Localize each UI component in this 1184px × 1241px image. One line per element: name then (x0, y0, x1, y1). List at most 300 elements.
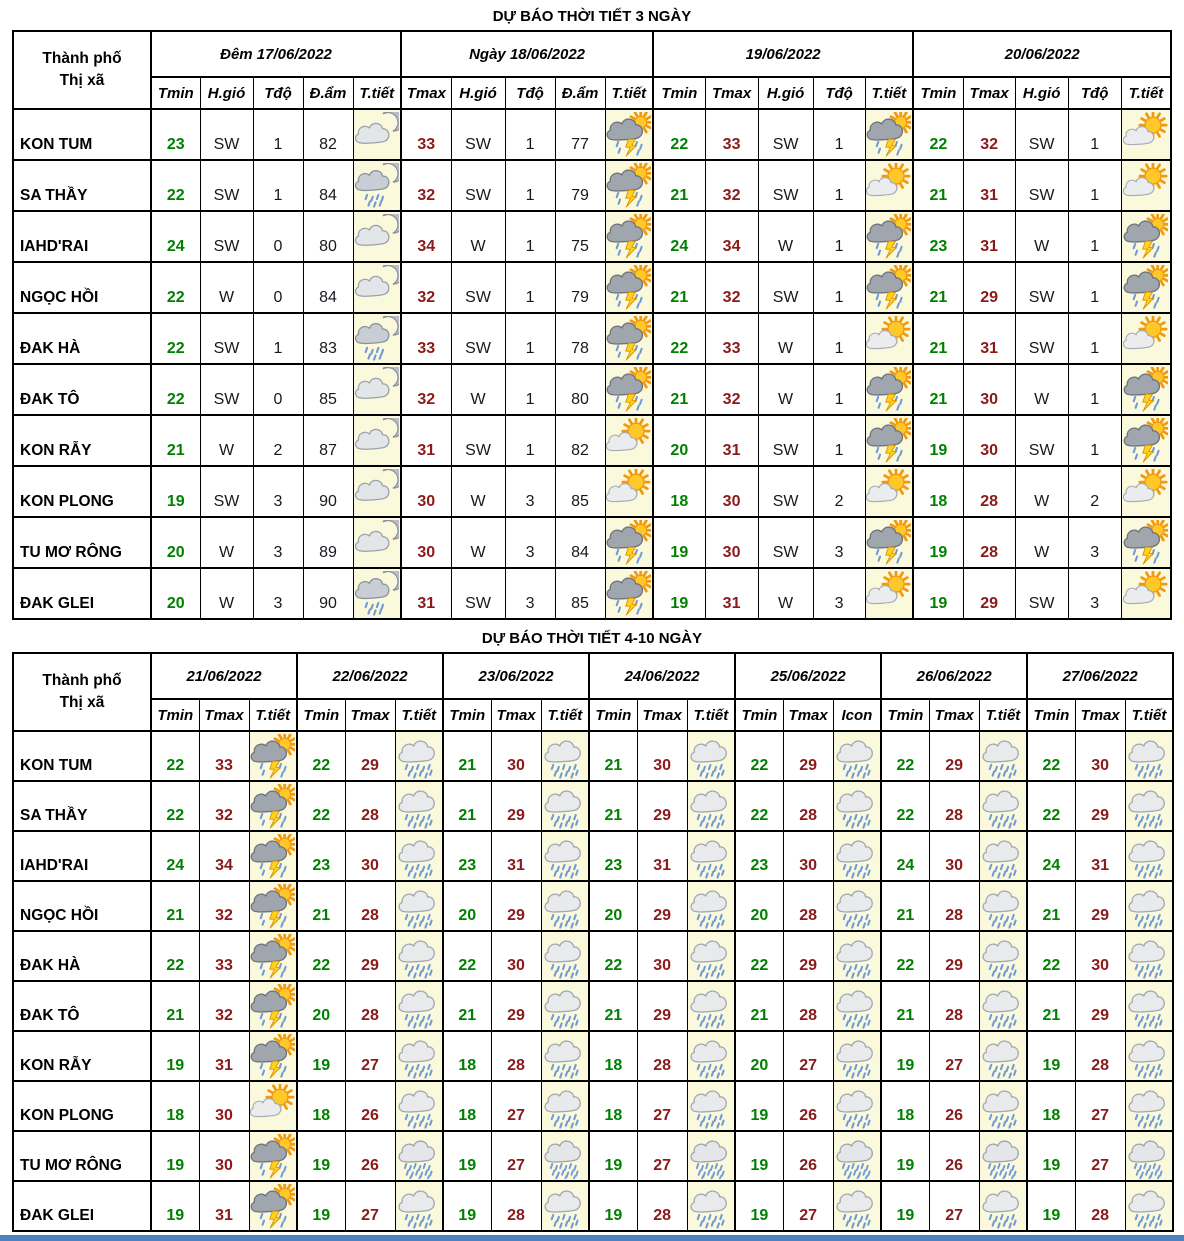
tmax-value: 29 (1075, 981, 1125, 1031)
sun-cloud-icon (250, 1084, 295, 1129)
tmin-value: 21 (1027, 881, 1075, 931)
rain-heavy-icon (980, 1134, 1025, 1179)
wind-level: 1 (505, 415, 555, 466)
table-body (13, 731, 1173, 1231)
wind-direction: W (758, 568, 813, 619)
rain-icon (688, 1084, 733, 1129)
weather-icon-cell (541, 881, 589, 931)
tmin-value: 21 (881, 881, 929, 931)
column-header: Tmax (401, 77, 451, 109)
humidity-value: 84 (303, 262, 353, 313)
humidity-value: 85 (555, 568, 605, 619)
tmax-value: 29 (637, 781, 687, 831)
weather-icon-cell (833, 1031, 881, 1081)
weather-icon-cell (687, 1081, 735, 1131)
weather-icon-cell (249, 931, 297, 981)
tmin-value: 21 (443, 981, 491, 1031)
wind-level: 1 (505, 211, 555, 262)
tmax-value: 30 (199, 1131, 249, 1181)
tmax-value: 29 (345, 731, 395, 781)
weather-icon-cell (865, 517, 913, 568)
tmax-value: 27 (637, 1081, 687, 1131)
rain-icon (834, 1034, 879, 1079)
tmax-value: 30 (705, 517, 758, 568)
wind-direction: W (451, 364, 505, 415)
column-header: Tmax (345, 699, 395, 731)
wind-direction: W (200, 568, 253, 619)
column-header: Tmax (1075, 699, 1125, 731)
weather-icon-cell (833, 1181, 881, 1231)
weather-icon-cell (1125, 831, 1173, 881)
rain-heavy-icon (834, 1134, 879, 1179)
tmin-value: 21 (589, 981, 637, 1031)
wind-direction: SW (451, 160, 505, 211)
tmin-value: 21 (297, 881, 345, 931)
humidity-value: 89 (303, 517, 353, 568)
tmin-value: 22 (653, 109, 705, 160)
tmax-value: 29 (929, 731, 979, 781)
forecast-3day-title: DỰ BÁO THỜI TIẾT 3 NGÀY (492, 8, 692, 25)
sun-cloud-icon (1123, 112, 1168, 157)
weather-icon-cell (833, 881, 881, 931)
weather-icon-cell (979, 931, 1027, 981)
tmin-value: 20 (443, 881, 491, 931)
wind-level: 0 (253, 262, 303, 313)
tmin-value: 22 (881, 931, 929, 981)
wind-direction: SW (758, 160, 813, 211)
tmax-value: 28 (491, 1031, 541, 1081)
wind-direction: W (1015, 517, 1068, 568)
header-group-row (13, 31, 1171, 77)
weather-icon-cell (395, 1031, 443, 1081)
column-header: H.gió (200, 77, 253, 109)
tmax-value: 29 (963, 568, 1015, 619)
weather-icon-cell (605, 211, 653, 262)
tmax-value: 26 (345, 1131, 395, 1181)
rain-icon (688, 734, 733, 779)
tmax-value: 30 (1075, 731, 1125, 781)
tmax-value: 33 (705, 109, 758, 160)
tmin-value: 20 (653, 415, 705, 466)
wind-direction: SW (200, 364, 253, 415)
weather-icon-cell (979, 781, 1027, 831)
rain-icon (542, 1084, 587, 1129)
weather-icon-cell (541, 931, 589, 981)
wind-level: 3 (1068, 517, 1121, 568)
date-group-header: 25/06/2022 (735, 653, 881, 699)
city-name: KON PLONG (13, 1081, 151, 1131)
wind-direction: SW (1015, 415, 1068, 466)
weather-icon-cell (395, 931, 443, 981)
tmax-value: 28 (345, 881, 395, 931)
forecast-3day-table (12, 30, 1172, 620)
rain-icon (834, 1184, 879, 1229)
sun-cloud-icon (1123, 571, 1168, 616)
tmax-value: 28 (783, 881, 833, 931)
tmin-value: 19 (913, 568, 963, 619)
weather-icon-cell (541, 981, 589, 1031)
humidity-value: 77 (555, 109, 605, 160)
weather-icon-cell (865, 364, 913, 415)
tmax-value: 31 (963, 160, 1015, 211)
rain-heavy-icon (396, 1134, 441, 1179)
city-name: TU MƠ RÔNG (13, 1131, 151, 1181)
tmin-value: 23 (297, 831, 345, 881)
storm-sun-icon (250, 1134, 295, 1179)
weather-icon-cell (1121, 262, 1171, 313)
weather-icon-cell (687, 1131, 735, 1181)
tmax-value: 29 (637, 881, 687, 931)
weather-icon-cell (395, 831, 443, 881)
tmax-value: 31 (401, 415, 451, 466)
wind-level: 3 (1068, 568, 1121, 619)
tmax-value: 31 (491, 831, 541, 881)
tmin-value: 22 (653, 313, 705, 364)
weather-icon-cell (249, 1031, 297, 1081)
rain-icon (542, 884, 587, 929)
column-header: Đ.ẩm (555, 77, 605, 109)
storm-sun-icon (866, 214, 911, 259)
weather-icon-cell (833, 1131, 881, 1181)
tmax-value: 28 (345, 981, 395, 1031)
column-header: Tmin (881, 699, 929, 731)
table-row (13, 568, 1171, 619)
weather-icon-cell (865, 109, 913, 160)
wind-level: 2 (1068, 466, 1121, 517)
night-cloud-icon (354, 520, 399, 565)
date-group-header: 26/06/2022 (881, 653, 1027, 699)
tmin-value: 21 (589, 781, 637, 831)
storm-sun-icon (866, 418, 911, 463)
wind-level: 3 (813, 568, 865, 619)
rain-icon (834, 734, 879, 779)
wind-direction: W (451, 466, 505, 517)
tmax-value: 30 (491, 931, 541, 981)
tmax-value: 28 (637, 1031, 687, 1081)
wind-level: 1 (1068, 109, 1121, 160)
column-header: Tmax (705, 77, 758, 109)
wind-direction: SW (451, 415, 505, 466)
rain-icon (980, 784, 1025, 829)
weather-icon-cell (249, 831, 297, 881)
tmin-value: 19 (297, 1131, 345, 1181)
tmax-value: 30 (401, 517, 451, 568)
tmin-value: 24 (151, 211, 200, 262)
rain-icon (688, 784, 733, 829)
weather-icon-cell (1121, 211, 1171, 262)
wind-direction: W (200, 262, 253, 313)
tmin-value: 19 (151, 1031, 199, 1081)
weather-icon-cell (833, 981, 881, 1031)
tmax-value: 33 (199, 931, 249, 981)
tmax-value: 29 (345, 931, 395, 981)
rain-icon (688, 834, 733, 879)
wind-level: 3 (253, 568, 303, 619)
rain-icon (1126, 1034, 1171, 1079)
wind-direction: SW (451, 313, 505, 364)
tmin-value: 21 (151, 415, 200, 466)
column-header: H.gió (758, 77, 813, 109)
date-group-header: 21/06/2022 (151, 653, 297, 699)
tmax-value: 29 (929, 931, 979, 981)
weather-icon-cell (865, 313, 913, 364)
tmax-value: 30 (705, 466, 758, 517)
rain-icon (980, 1034, 1025, 1079)
weather-icon-cell (1121, 109, 1171, 160)
tmin-value: 21 (881, 981, 929, 1031)
storm-sun-icon (250, 1184, 295, 1229)
weather-icon-cell (541, 831, 589, 881)
city-name: NGỌC HỒI (13, 262, 151, 313)
table-row (13, 211, 1171, 262)
wind-direction: SW (451, 262, 505, 313)
tmin-value: 21 (589, 731, 637, 781)
rain-icon (980, 934, 1025, 979)
weather-icon-cell (395, 731, 443, 781)
wind-direction: SW (200, 313, 253, 364)
rain-icon (396, 934, 441, 979)
wind-direction: SW (1015, 262, 1068, 313)
table-row (13, 313, 1171, 364)
rain-icon (542, 834, 587, 879)
weather-icon-cell (605, 364, 653, 415)
tmin-value: 22 (151, 781, 199, 831)
tmax-value: 29 (963, 262, 1015, 313)
weather-icon-cell (687, 981, 735, 1031)
rain-icon (396, 1184, 441, 1229)
wind-direction: SW (758, 466, 813, 517)
tmin-value: 24 (653, 211, 705, 262)
rain-icon (834, 884, 879, 929)
tmax-value: 31 (637, 831, 687, 881)
date-group-header: 22/06/2022 (297, 653, 443, 699)
weather-icon-cell (395, 981, 443, 1031)
tmin-value: 22 (1027, 931, 1075, 981)
weather-icon-cell (353, 211, 401, 262)
rain-icon (542, 1034, 587, 1079)
tmin-value: 22 (151, 262, 200, 313)
tmax-value: 30 (783, 831, 833, 881)
city-name: IAHD'RAI (13, 831, 151, 881)
weather-icon-cell (865, 415, 913, 466)
wind-level: 3 (505, 466, 555, 517)
tmin-value: 21 (735, 981, 783, 1031)
tmax-value: 28 (345, 781, 395, 831)
tmax-value: 32 (401, 160, 451, 211)
tmin-value: 19 (443, 1181, 491, 1231)
rain-icon (688, 1184, 733, 1229)
storm-sun-icon (606, 163, 651, 208)
table-head (13, 653, 1173, 731)
tmin-value: 18 (881, 1081, 929, 1131)
tmin-value: 22 (443, 931, 491, 981)
tmax-value: 28 (783, 781, 833, 831)
tmax-value: 30 (345, 831, 395, 881)
storm-sun-icon (606, 214, 651, 259)
tmin-value: 19 (913, 415, 963, 466)
tmin-value: 22 (735, 731, 783, 781)
weather-icon-cell (605, 517, 653, 568)
tmin-value: 22 (913, 109, 963, 160)
tmax-value: 34 (401, 211, 451, 262)
tmax-value: 30 (1075, 931, 1125, 981)
forecast-4-10day-title: DỰ BÁO THỜI TIẾT 4-10 NGÀY (481, 630, 703, 647)
wind-level: 1 (253, 313, 303, 364)
tmax-value: 27 (783, 1181, 833, 1231)
tmin-value: 22 (151, 731, 199, 781)
header-group-row (13, 653, 1173, 699)
weather-icon-cell (249, 731, 297, 781)
rain-icon (396, 984, 441, 1029)
weather-icon-cell (833, 781, 881, 831)
tmax-value: 31 (1075, 831, 1125, 881)
tmax-value: 29 (491, 781, 541, 831)
tmin-value: 19 (1027, 1181, 1075, 1231)
tmin-value: 21 (653, 160, 705, 211)
tmax-value: 31 (199, 1181, 249, 1231)
wind-direction: SW (200, 109, 253, 160)
tmax-value: 28 (929, 981, 979, 1031)
tmax-value: 32 (401, 364, 451, 415)
tmin-value: 21 (443, 781, 491, 831)
wind-level: 1 (505, 109, 555, 160)
night-rain-icon (354, 316, 399, 361)
tmax-value: 27 (929, 1031, 979, 1081)
weather-icon-cell (1125, 931, 1173, 981)
tmax-value: 27 (491, 1131, 541, 1181)
date-group-header: Ngày 18/06/2022 (401, 31, 653, 77)
tmax-value: 31 (963, 211, 1015, 262)
tmin-value: 21 (913, 160, 963, 211)
bottom-divider (0, 1235, 1184, 1241)
wind-direction: SW (1015, 160, 1068, 211)
sun-cloud-icon (866, 316, 911, 361)
weather-icon-cell (687, 781, 735, 831)
tmax-value: 31 (705, 415, 758, 466)
tmin-value: 19 (653, 517, 705, 568)
rain-icon (980, 1184, 1025, 1229)
tmin-value: 19 (443, 1131, 491, 1181)
weather-icon-cell (353, 160, 401, 211)
storm-sun-icon (866, 112, 911, 157)
tmax-value: 30 (637, 731, 687, 781)
table-head (13, 31, 1171, 109)
wind-level: 3 (505, 517, 555, 568)
weather-icon-cell (249, 1131, 297, 1181)
rain-icon (396, 734, 441, 779)
rain-icon (688, 1034, 733, 1079)
rain-icon (688, 884, 733, 929)
wind-direction: W (200, 415, 253, 466)
wind-level: 1 (813, 160, 865, 211)
tmax-value: 27 (929, 1181, 979, 1231)
tmax-value: 26 (345, 1081, 395, 1131)
storm-sun-icon (606, 316, 651, 361)
tmax-value: 29 (1075, 781, 1125, 831)
weather-icon-cell (395, 1131, 443, 1181)
date-group-header: 23/06/2022 (443, 653, 589, 699)
weather-icon-cell (605, 415, 653, 466)
column-header: Tđộ (505, 77, 555, 109)
column-header: Tmin (735, 699, 783, 731)
tmin-value: 22 (589, 931, 637, 981)
column-header: Tđộ (813, 77, 865, 109)
city-name: KON RẪY (13, 1031, 151, 1081)
rain-icon (396, 1034, 441, 1079)
tmax-value: 28 (929, 781, 979, 831)
weather-icon-cell (249, 1081, 297, 1131)
storm-sun-icon (606, 520, 651, 565)
storm-sun-icon (866, 367, 911, 412)
weather-icon-cell (1121, 415, 1171, 466)
table-body (13, 109, 1171, 619)
header-sub-row (13, 77, 1171, 109)
rain-icon (980, 734, 1025, 779)
tmax-value: 33 (705, 313, 758, 364)
city-column-header (13, 653, 151, 731)
weather-icon-cell (541, 731, 589, 781)
rain-icon (1126, 1084, 1171, 1129)
wind-level: 1 (253, 109, 303, 160)
wind-level: 1 (253, 160, 303, 211)
column-header: Tmax (637, 699, 687, 731)
header-sub-row (13, 699, 1173, 731)
weather-icon-cell (1121, 313, 1171, 364)
weather-icon-cell (605, 313, 653, 364)
wind-direction: SW (451, 109, 505, 160)
rain-icon (688, 984, 733, 1029)
tmin-value: 24 (151, 831, 199, 881)
weather-icon-cell (353, 517, 401, 568)
table-row (13, 415, 1171, 466)
wind-level: 3 (253, 517, 303, 568)
night-cloud-icon (354, 265, 399, 310)
weather-icon-cell (1121, 466, 1171, 517)
tmax-value: 26 (783, 1131, 833, 1181)
tmin-value: 24 (1027, 831, 1075, 881)
column-header: Đ.ẩm (303, 77, 353, 109)
rain-icon (980, 834, 1025, 879)
tmax-value: 27 (783, 1031, 833, 1081)
city-name: ĐAK GLEI (13, 1181, 151, 1231)
weather-icon-cell (833, 931, 881, 981)
rain-icon (1126, 884, 1171, 929)
tmax-value: 28 (783, 981, 833, 1031)
tmin-value: 23 (589, 831, 637, 881)
wind-direction: SW (758, 262, 813, 313)
weather-icon-cell (687, 731, 735, 781)
rain-icon (542, 934, 587, 979)
weather-icon-cell (979, 1081, 1027, 1131)
tmin-value: 18 (297, 1081, 345, 1131)
humidity-value: 80 (303, 211, 353, 262)
corner-line2: Thị xã (59, 72, 105, 89)
rain-icon (834, 834, 879, 879)
humidity-value: 75 (555, 211, 605, 262)
tmax-value: 29 (783, 931, 833, 981)
tmin-value: 18 (151, 1081, 199, 1131)
column-header: Tmin (151, 77, 200, 109)
tmax-value: 28 (491, 1181, 541, 1231)
tmin-value: 22 (1027, 731, 1075, 781)
tmin-value: 19 (735, 1081, 783, 1131)
wind-direction: SW (200, 211, 253, 262)
wind-level: 1 (813, 109, 865, 160)
table-row (13, 1181, 1173, 1231)
column-header: Tmin (1027, 699, 1075, 731)
city-name: ĐAK HÀ (13, 313, 151, 364)
weather-icon-cell (395, 781, 443, 831)
